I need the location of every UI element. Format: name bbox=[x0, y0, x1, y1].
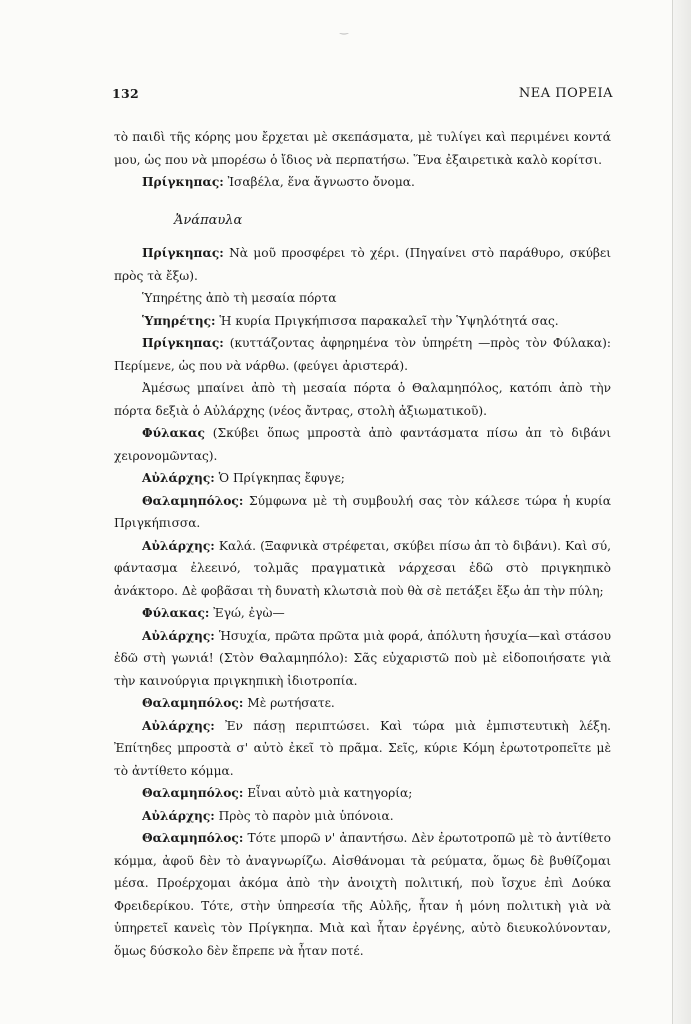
page-edge bbox=[672, 0, 691, 1024]
dialogue-line bbox=[114, 715, 611, 783]
page-header bbox=[112, 86, 613, 106]
dialogue-text: (Σκύβει ὅπως μπροστὰ ἀπὸ φαντάσματα πίσω ἀπ τὸ διβάνι χειρονομῶντας). bbox=[114, 426, 611, 463]
running-head: ΝΕΑ ΠΟΡΕΙΑ bbox=[518, 86, 613, 101]
dialogue-line bbox=[114, 467, 611, 490]
speaker-name: Θαλαμηπόλος: bbox=[142, 786, 244, 800]
dialogue-line bbox=[114, 692, 611, 715]
speaker-name: Αὐλάρχης: bbox=[142, 718, 215, 733]
dialogue-line bbox=[114, 602, 611, 625]
dialogue-line bbox=[114, 805, 611, 828]
speaker-name: Αὐλάρχης: bbox=[142, 538, 215, 553]
speaker-name: Ὑπηρέτης: bbox=[142, 313, 216, 328]
stage-direction: Ἀμέσως μπαίνει ἀπὸ τὴ μεσαία πόρτα ὁ Θαλαμηπόλος, κατόπι ἀπὸ τὴν πόρτα δεξιὰ ὁ Αὐλάρχης (νέος ἄντρας, στολὴ ἀξιωματικοῦ). bbox=[114, 381, 611, 418]
dialogue-text: Μὲ ρωτήσατε. bbox=[243, 696, 335, 710]
dialogue-line bbox=[114, 535, 611, 603]
scan-mark: ‿ bbox=[340, 24, 349, 35]
speaker-name: Πρίγκηπας: bbox=[142, 175, 224, 189]
dialogue-text: Τότε μπορῶ ν' ἀπαντήσω. Δὲν ἐρωτοτροπῶ μὲ τὸ ἀντίθετο κόμμα, ἀφοῦ δὲν τὸ ἀναγνωρίζω. Αἰσθάνομαι τὰ ρεύματα, ὅμως δὲ βυθίζομαι μέσα. Προέρχομαι ἀκόμα ἀπὸ τὴν ἀνοιχτὴ πολιτική, ποὺ ἴσχυε ἐπὶ Δούκα Φρειδερίκου. Τότε, στὴν ὑπηρεσία τῆς Αὐλῆς, ἦταν ἡ μόνη πολιτικὴ γιὰ νὰ ὑπηρετεῖ κανεὶς τὸν Πρίγκηπα. Μιὰ καὶ ἦταν ἐργένης, αὐτὸ διευκολύνονταν, ὅμως δύσκολο δὲν ἔπρεπε νὰ ἦταν ποτέ. bbox=[114, 831, 611, 958]
dialogue-text: Καλά. (Ξαφνικὰ στρέφεται, σκύβει πίσω ἀπ τὸ διβάνι). Καὶ σύ, φάντασμα ἐλεεινό, τολμᾶς πραγματικὰ νάρχεσαι ἐδῶ στὸ πριγκηπικὸ ἀνάκτορο. Δὲ φοβᾶσαι τὴ δυνατὴ κλωτσιὰ ποὺ θὰ σὲ πετάξει ἔξω ἀπ τὴν πύλη; bbox=[114, 538, 611, 598]
dialogue-text: Ἡσυχία, πρῶτα πρῶτα μιὰ φορά, ἀπόλυτη ἡσυχία—καὶ στάσου ἐδῶ στὴ γωνιά! (Στὸν Θαλαμηπόλο): Σᾶς εὐχαριστῶ ποὺ μὲ εἰδοποιήσατε γιὰ τὴν καινούργια πριγκηπικὴ ἰδιοτροπία. bbox=[114, 628, 611, 688]
stage-direction: Ὑπηρέτης ἀπὸ τὴ μεσαία πόρτα bbox=[142, 291, 337, 305]
page-number: 132 bbox=[112, 86, 139, 101]
dialogue-text: (κυττάζοντας ἀφηρημένα τὸν ὑπηρέτη —πρὸς τὸν Φύλακα): Περίμενε, ὡς που νὰ νάρθω. (φεύγει ἀριστερά). bbox=[114, 336, 611, 373]
paragraph: τὸ παιδὶ τῆς κόρης μου ἔρχεται μὲ σκεπάσματα, μὲ τυλίγει καὶ περιμένει κοντά μου, ὡς που νὰ μπορέσω ὁ ἴδιος νὰ περπατήσω. Ἕνα ἐξαιρετικὰ καλὸ κορίτσι. bbox=[114, 130, 611, 167]
speaker-name: Αὐλάρχης: bbox=[142, 628, 215, 643]
dialogue-text: Σύμφωνα μὲ τὴ συμβουλή σας τὸν κάλεσε τώρα ἡ κυρία Πριγκήπισσα. bbox=[114, 493, 611, 530]
dialogue-line bbox=[114, 332, 611, 377]
dialogue-line bbox=[114, 827, 611, 962]
speaker-name: Φύλακας: bbox=[142, 606, 210, 620]
speaker-name: Θαλαμηπόλος: bbox=[142, 493, 244, 508]
speaker-name: Αὐλάρχης: bbox=[142, 808, 215, 823]
dialogue-text: Πρὸς τὸ παρὸν μιὰ ὑπόνοια. bbox=[214, 808, 394, 823]
speaker-name: Αὐλάρχης: bbox=[142, 471, 215, 485]
body-text bbox=[114, 126, 611, 962]
dialogue-line bbox=[114, 310, 611, 333]
dialogue-text: Ὁ Πρίγκηπας ἔφυγε; bbox=[214, 471, 345, 485]
dialogue-line bbox=[114, 171, 611, 194]
dialogue-text: Ἰσαβέλα, ἕνα ἄγνωστο ὄνομα. bbox=[223, 175, 415, 189]
section-title: Ἀνάπαυλα bbox=[174, 212, 243, 228]
dialogue-text: Ἐγώ, ἐγὼ— bbox=[209, 606, 285, 620]
speaker-name: Πρίγκηπας: bbox=[142, 246, 224, 260]
dialogue-text: Ἐν πάσῃ περιπτώσει. Καὶ τώρα μιὰ ἐμπιστευτικὴ λέξη. Ἐπίτηδες μπροστὰ σ' αὐτὸ ἐκεῖ τὸ πρᾶμα. Σεῖς, κύριε Κόμη ἐρωτοτροπεῖτε μὲ τὸ ἀντίθετο κόμμα. bbox=[114, 718, 611, 778]
dialogue-line bbox=[114, 490, 611, 535]
speaker-name: Θαλαμηπόλος: bbox=[142, 831, 244, 845]
dialogue-text: Εἶναι αὐτὸ μιὰ κατηγορία; bbox=[243, 786, 413, 800]
speaker-name: Θαλαμηπόλος: bbox=[142, 696, 244, 710]
speaker-name: Φύλακας bbox=[142, 426, 205, 440]
dialogue-text: Νὰ μοῦ προσφέρει τὸ χέρι. (Πηγαίνει στὸ παράθυρο, σκύβει πρὸς τὰ ἔξω). bbox=[114, 246, 611, 283]
dialogue-line bbox=[114, 242, 611, 287]
dialogue-line bbox=[114, 782, 611, 805]
dialogue-text: Ἡ κυρία Πριγκήπισσα παρακαλεῖ τὴν Ὑψηλότητά σας. bbox=[215, 313, 559, 328]
dialogue-line bbox=[114, 422, 611, 467]
dialogue-line bbox=[114, 625, 611, 693]
speaker-name: Πρίγκηπας: bbox=[142, 336, 224, 350]
